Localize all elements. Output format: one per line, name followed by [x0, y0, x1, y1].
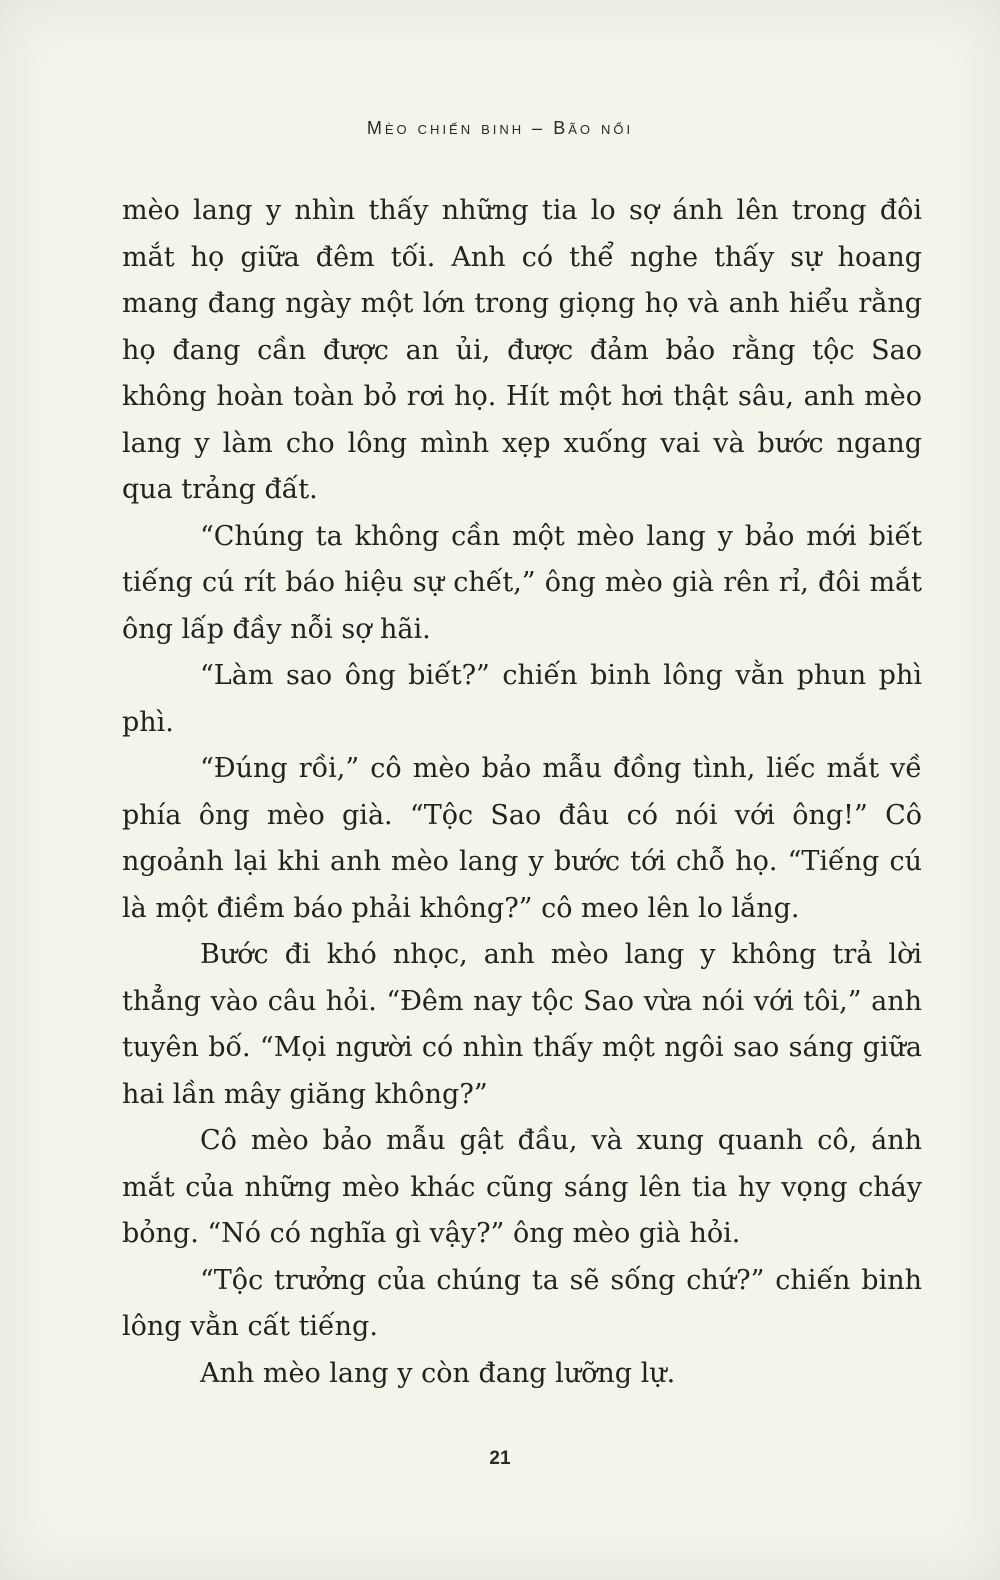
paragraph: Anh mèo lang y còn đang lưỡng lự. — [200, 1357, 676, 1389]
paragraph-continued: mèo lang y nhìn thấy những tia lo sợ ánh lên trong đôi mắt họ giữa đêm tối. Anh có thể nghe thấy sự hoang mang đang ngày một lớn trong giọng họ và anh hiểu rằng họ đang cần được an ủi, được đảm bảo rằng tộc Sao không hoàn toàn bỏ rơi họ. Hít một hơi thật sâu, anh mèo lang y làm cho lông mình xẹp xuống vai và bước ngang qua trảng đất. — [122, 195, 922, 505]
running-head-title: Mèo chiến binh – Bão nổi — [366, 118, 634, 138]
page-number: 21 — [489, 1448, 511, 1469]
paragraph: Bước đi khó nhọc, anh mèo lang y không trả lời thẳng vào câu hỏi. “Đêm nay tộc Sao vừa nói với tôi,” anh tuyên bố. “Mọi người có nhìn thấy một ngôi sao sáng giữa hai lần mây giăng không?” — [122, 939, 922, 1110]
paragraph: Cô mèo bảo mẫu gật đầu, và xung quanh cô, ánh mắt của những mèo khác cũng sáng lên tia hy vọng cháy bỏng. “Nó có nghĩa gì vậy?” ông mèo già hỏi. — [122, 1125, 922, 1249]
paragraph: “Chúng ta không cần một mèo lang y bảo mới biết tiếng cú rít báo hiệu sự chết,” ông mèo già rên rỉ, đôi mắt ông lấp đầy nỗi sợ hãi. — [122, 520, 922, 645]
paragraph: “Làm sao ông biết?” chiến binh lông vằn phun phì phì. — [122, 660, 922, 738]
paragraph: “Đúng rồi,” cô mèo bảo mẫu đồng tình, liếc mắt về phía ông mèo già. “Tộc Sao đâu có nói với ông!” Cô ngoảnh lại khi anh mèo lang y bước tới chỗ họ. “Tiếng cú là một điềm báo phải không?” cô meo lên lo lắng. — [122, 753, 922, 924]
paragraph: “Tộc trưởng của chúng ta sẽ sống chứ?” chiến binh lông vằn cất tiếng. — [122, 1264, 922, 1342]
body-text — [122, 188, 922, 1397]
